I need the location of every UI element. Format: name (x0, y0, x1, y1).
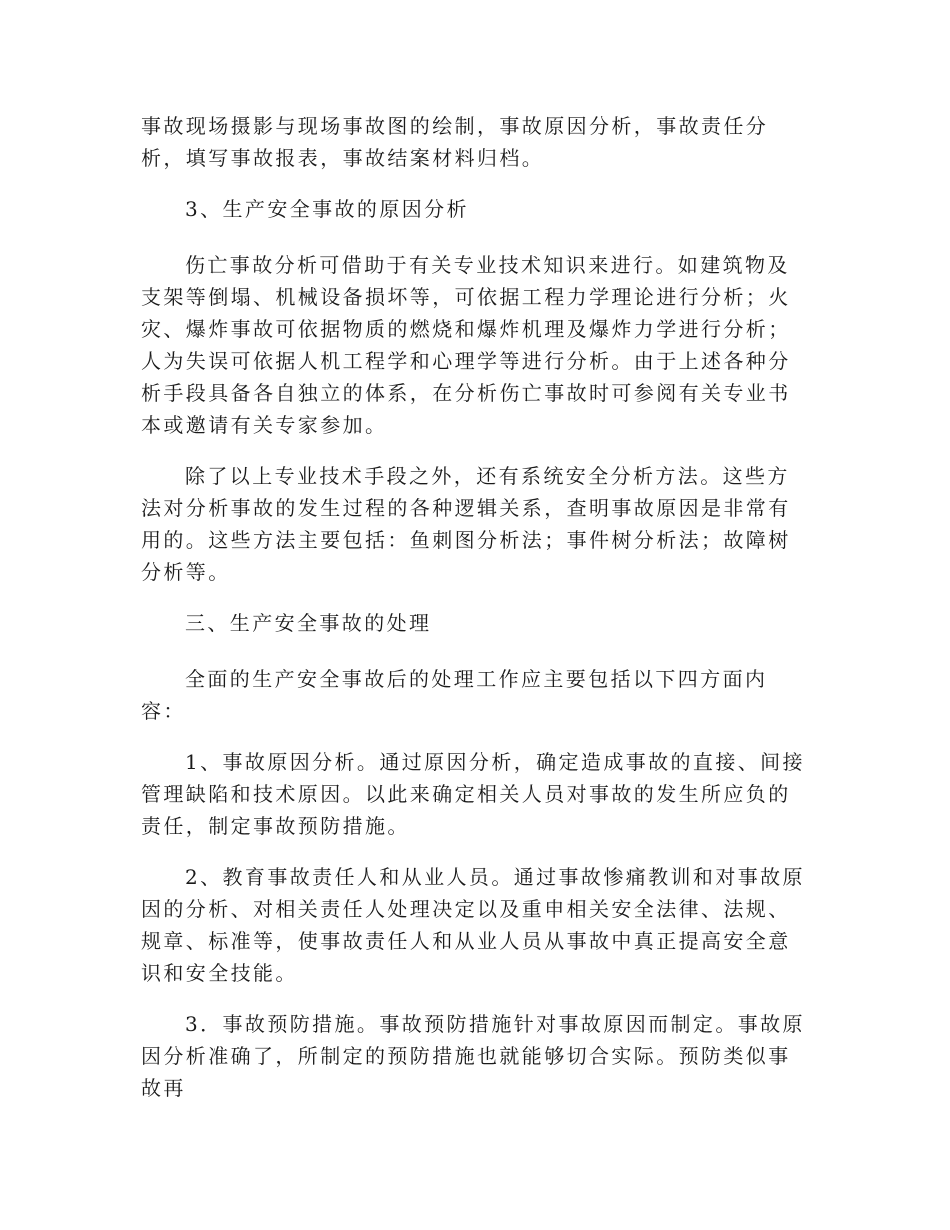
paragraph-technical-analysis: 伤亡事故分析可借助于有关专业技术知识来进行。如建筑物及支架等倒塌、机械设备损坏等，可依据工程力学理论进行分析；火灾、爆炸事故可依据物质的燃烧和爆炸机理及爆炸力学进行分析；人为失误可依据人机工程学和心理学等进行分析。由于上述各种分析手段具备各自独立的体系，在分析伤亡事故时可参阅有关专业书本或邀请有关专家参加。 (141, 253, 791, 437)
list-item-cause-analysis: 1、事故原因分析。通过原因分析，确定造成事故的直接、间接管理缺陷和技术原因。以此来确定相关人员对事故的发生所应负的责任，制定事故预防措施。 (141, 750, 805, 838)
list-item-prevention-measures: 3．事故预防措施。事故预防措施针对事故原因而制定。事故原因分析准确了，所制定的预防措施也就能够切合实际。预防类似事故再 (141, 1012, 805, 1100)
paragraph-system-safety-analysis: 除了以上专业技术手段之外，还有系统安全分析方法。这些方法对分析事故的发生过程的各种逻辑关系，查明事故原因是非常有用的。这些方法主要包括：鱼刺图分析法；事件树分析法；故障树分析等。 (141, 464, 791, 584)
paragraph-continuation: 事故现场摄影与现场事故图的绘制，事故原因分析，事故责任分析，填写事故报表，事故结案材料归档。 (141, 114, 769, 170)
paragraph-handling-intro: 全面的生产安全事故后的处理工作应主要包括以下四方面内容： (141, 667, 768, 723)
section-heading-cause-analysis: 3、生产安全事故的原因分析 (185, 197, 469, 221)
document-body (141, 110, 807, 1123)
section-heading-accident-handling: 三、生产安全事故的处理 (185, 611, 432, 635)
list-item-education: 2、教育事故责任人和从业人员。通过事故惨痛教训和对事故原因的分析、对相关责任人处理决定以及重申相关安全法律、法规、规章、标准等，使事故责任人和从业人员从事故中真正提高安全意识和安全技能。 (141, 865, 805, 985)
